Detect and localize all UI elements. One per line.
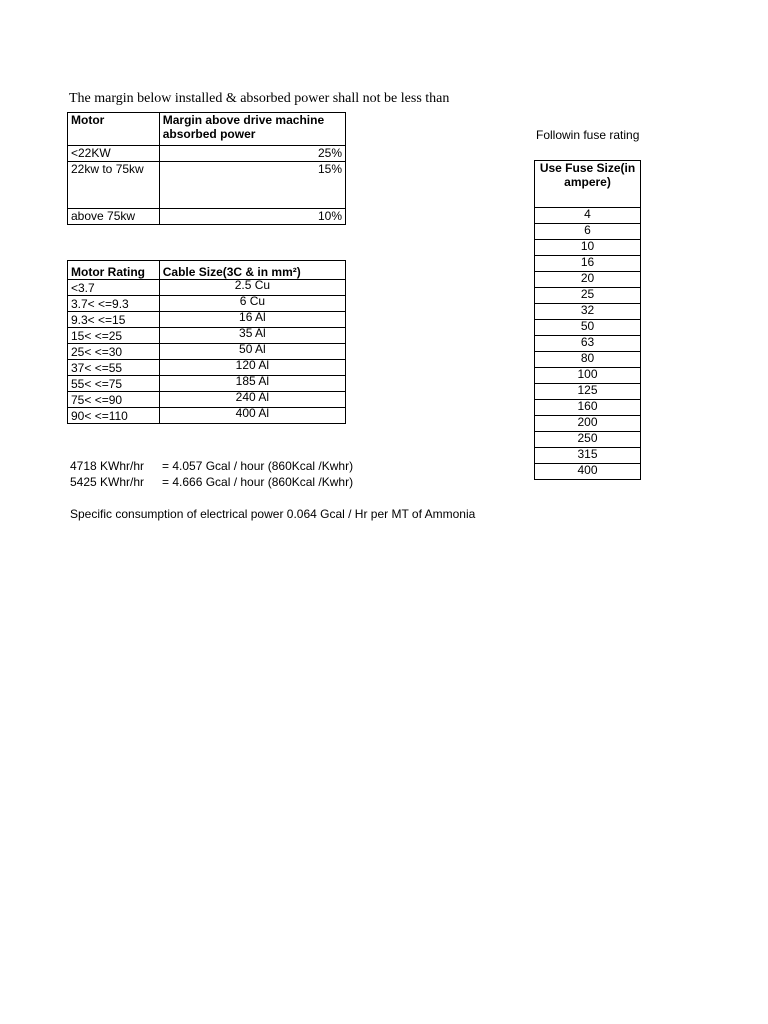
table-row xyxy=(68,312,346,328)
fuse-size-cell: 50 xyxy=(535,320,641,336)
column-header-fuse-size: Use Fuse Size(in ampere) xyxy=(535,161,641,208)
fuse-size-cell: 10 xyxy=(535,240,641,256)
fuse-size-cell: 315 xyxy=(535,448,641,464)
table-row xyxy=(68,146,346,162)
column-header-cable-size: Cable Size(3C & in mm²) xyxy=(159,261,345,280)
motor-cell: above 75kw xyxy=(68,209,160,225)
page-heading: The margin below installed & absorbed power shall not be less than xyxy=(69,91,450,106)
table-row xyxy=(535,416,641,432)
table-row xyxy=(68,408,346,424)
cable-size-cell: 35 Al xyxy=(159,328,345,344)
table-row xyxy=(535,336,641,352)
table-row xyxy=(535,400,641,416)
table-row xyxy=(68,328,346,344)
column-header-margin: Margin above drive machine absorbed power xyxy=(159,113,345,146)
energy-kwhr-value: 5425 KWhr/hr xyxy=(70,475,145,489)
motor-rating-cell: 9.3< <=15 xyxy=(68,312,160,328)
table-row xyxy=(68,392,346,408)
table-row xyxy=(535,384,641,400)
table-row xyxy=(535,448,641,464)
cable-size-cell: 240 Al xyxy=(159,392,345,408)
margin-cell: 10% xyxy=(159,209,345,225)
energy-gcal-value: = 4.057 Gcal / hour (860Kcal /Kwhr) xyxy=(162,459,354,473)
column-header-motor: Motor xyxy=(68,113,160,146)
table-row xyxy=(68,296,346,312)
table-row xyxy=(68,162,346,209)
table-row xyxy=(535,272,641,288)
motor-cell: <22KW xyxy=(68,146,160,162)
fuse-size-cell: 200 xyxy=(535,416,641,432)
fuse-size-cell: 80 xyxy=(535,352,641,368)
cable-size-cell: 50 Al xyxy=(159,344,345,360)
table-row xyxy=(535,224,641,240)
table-header-row xyxy=(68,261,346,280)
table-row xyxy=(535,464,641,480)
fuse-size-cell: 4 xyxy=(535,208,641,224)
table-row xyxy=(535,320,641,336)
table-row xyxy=(535,368,641,384)
table-row xyxy=(68,376,346,392)
energy-gcal-value: = 4.666 Gcal / hour (860Kcal /Kwhr) xyxy=(162,475,354,489)
table-row xyxy=(535,208,641,224)
fuse-size-cell: 400 xyxy=(535,464,641,480)
table-row xyxy=(68,209,346,225)
margin-cell: 25% xyxy=(159,146,345,162)
motor-rating-cell: 15< <=25 xyxy=(68,328,160,344)
fuse-size-cell: 25 xyxy=(535,288,641,304)
motor-rating-cell: 37< <=55 xyxy=(68,360,160,376)
motor-rating-cell: 25< <=30 xyxy=(68,344,160,360)
table-row xyxy=(535,352,641,368)
column-header-motor-rating: Motor Rating xyxy=(68,261,160,280)
energy-kwhr-value: 4718 KWhr/hr xyxy=(70,459,145,473)
fuse-size-cell: 250 xyxy=(535,432,641,448)
fuse-size-cell: 16 xyxy=(535,256,641,272)
fuse-rating-note: Followin fuse rating xyxy=(536,128,640,142)
motor-rating-cell: 90< <=110 xyxy=(68,408,160,424)
cable-size-cell: 185 Al xyxy=(159,376,345,392)
fuse-size-table xyxy=(534,160,641,480)
cable-size-cell: 16 Al xyxy=(159,312,345,328)
cable-size-cell: 120 Al xyxy=(159,360,345,376)
table-row xyxy=(68,360,346,376)
table-row xyxy=(535,240,641,256)
motor-margin-table xyxy=(67,112,346,225)
motor-cell: 22kw to 75kw xyxy=(68,162,160,209)
cable-size-cell: 400 Al xyxy=(159,408,345,424)
motor-rating-cell: 55< <=75 xyxy=(68,376,160,392)
fuse-size-cell: 63 xyxy=(535,336,641,352)
table-row xyxy=(68,280,346,296)
table-header-row xyxy=(535,161,641,208)
table-row xyxy=(535,432,641,448)
table-header-row xyxy=(68,113,346,146)
fuse-size-cell: 125 xyxy=(535,384,641,400)
motor-rating-cell: <3.7 xyxy=(68,280,160,296)
table-row xyxy=(535,256,641,272)
motor-rating-cell: 3.7< <=9.3 xyxy=(68,296,160,312)
table-row xyxy=(535,288,641,304)
cable-size-cell: 2.5 Cu xyxy=(159,280,345,296)
fuse-size-cell: 32 xyxy=(535,304,641,320)
fuse-size-cell: 6 xyxy=(535,224,641,240)
table-row xyxy=(68,344,346,360)
margin-cell: 15% xyxy=(159,162,345,209)
fuse-size-cell: 160 xyxy=(535,400,641,416)
fuse-size-cell: 100 xyxy=(535,368,641,384)
cable-size-cell: 6 Cu xyxy=(159,296,345,312)
fuse-size-cell: 20 xyxy=(535,272,641,288)
motor-rating-cell: 75< <=90 xyxy=(68,392,160,408)
table-row xyxy=(535,304,641,320)
cable-size-table xyxy=(67,260,346,424)
specific-consumption-note: Specific consumption of electrical power 0.064 Gcal / Hr per MT of Ammonia xyxy=(70,507,476,521)
